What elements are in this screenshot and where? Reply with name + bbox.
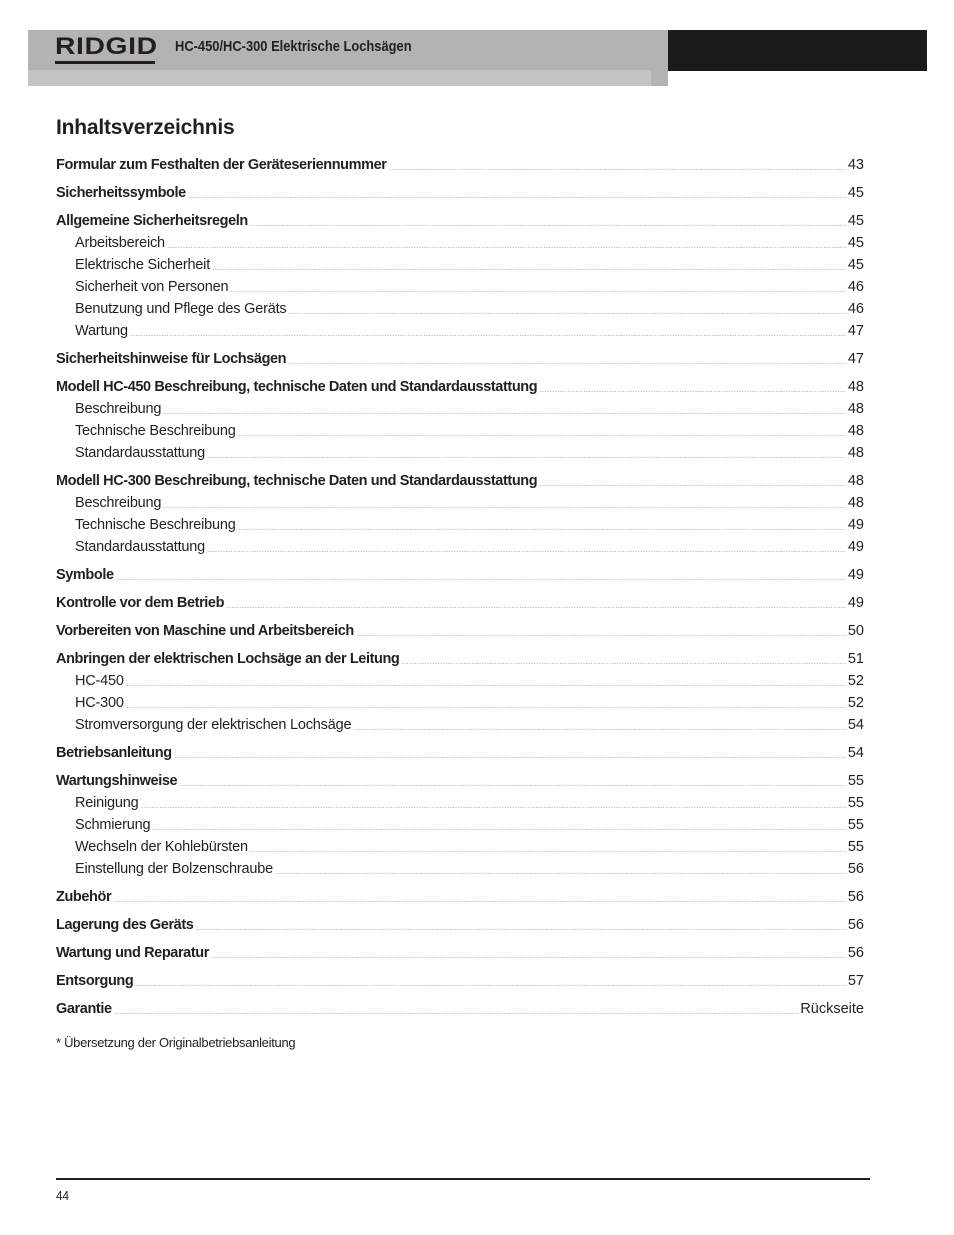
- dot-leader: [152, 829, 845, 830]
- toc-entry-page: 49: [847, 567, 864, 583]
- dot-leader: [188, 197, 846, 198]
- toc-entry-page: 55: [847, 795, 864, 811]
- toc-entry-page: Rückseite: [800, 1001, 864, 1017]
- dot-leader: [135, 985, 846, 986]
- toc-entry-title: Wartung und Reparatur: [56, 945, 209, 961]
- document-title: HC-450/HC-300 Elektrische Lochsägen: [175, 38, 412, 55]
- toc-entry-title: Wechseln der Kohlebürsten: [75, 839, 248, 855]
- logo-underline: [55, 61, 155, 64]
- toc-entry[interactable]: [56, 648, 864, 670]
- dot-leader: [163, 507, 846, 508]
- toc-entry-title: Allgemeine Sicherheitsregeln: [56, 213, 248, 229]
- toc-heading: Inhaltsverzeichnis: [56, 116, 235, 139]
- dot-leader: [126, 685, 846, 686]
- dot-leader: [353, 729, 846, 730]
- dot-leader: [113, 901, 846, 902]
- dot-leader: [389, 169, 846, 170]
- toc-entry-page: 47: [847, 323, 864, 339]
- toc-entry-page: 49: [847, 517, 864, 533]
- toc-entry[interactable]: [56, 886, 864, 908]
- toc-entry-title: Reinigung: [75, 795, 139, 811]
- toc-entry[interactable]: [56, 620, 864, 642]
- toc-subentry[interactable]: [56, 858, 864, 880]
- toc-entry-title: Beschreibung: [75, 401, 162, 417]
- toc-entry-page: 45: [847, 213, 864, 229]
- toc-entry[interactable]: [56, 182, 864, 204]
- toc-subentry[interactable]: [56, 836, 864, 858]
- dot-leader: [230, 291, 845, 292]
- dot-leader: [116, 579, 846, 580]
- toc-entry-title: Modell HC-300 Beschreibung, technische Daten und Standardausstattung: [56, 473, 538, 489]
- toc-entry-title: Betriebsanleitung: [56, 745, 172, 761]
- toc-entry-title: Standardausstattung: [75, 445, 206, 461]
- dot-leader: [211, 957, 846, 958]
- toc-subentry[interactable]: [56, 398, 864, 420]
- toc-entry-title: Vorbereiten von Maschine und Arbeitsbereich: [56, 623, 354, 639]
- toc-entry-title: Zubehör: [56, 889, 112, 905]
- toc-entry-title: Symbole: [56, 567, 114, 583]
- toc-subentry[interactable]: [56, 276, 864, 298]
- toc-entry-page: 46: [847, 279, 864, 295]
- dot-leader: [174, 757, 846, 758]
- toc-entry-page: 56: [847, 917, 864, 933]
- dot-leader: [250, 225, 846, 226]
- toc-entry-title: Schmierung: [75, 817, 151, 833]
- dot-leader: [207, 457, 846, 458]
- toc-entry-title: Kontrolle vor dem Betrieb: [56, 595, 225, 611]
- dot-leader: [238, 435, 846, 436]
- toc-entry-title: Technische Beschreibung: [75, 517, 236, 533]
- toc-entry-title: Beschreibung: [75, 495, 162, 511]
- dot-leader: [167, 247, 846, 248]
- toc-subentry[interactable]: [56, 536, 864, 558]
- toc-entry-page: 49: [847, 595, 864, 611]
- toc-entry-page: 52: [847, 695, 864, 711]
- toc-subentry[interactable]: [56, 692, 864, 714]
- toc-entry-page: 48: [847, 379, 864, 395]
- toc-entry-title: Standardausstattung: [75, 539, 206, 555]
- toc-entry-page: 48: [847, 445, 864, 461]
- dot-leader: [212, 269, 846, 270]
- toc-entry-title: Arbeitsbereich: [75, 235, 165, 251]
- toc-entry-page: 43: [847, 157, 864, 173]
- ridgid-logo: [55, 32, 158, 64]
- dot-leader: [539, 485, 846, 486]
- toc-entry-title: HC-450: [75, 673, 124, 689]
- toc-entry-page: 50: [847, 623, 864, 639]
- toc-entry-page: 48: [847, 495, 864, 511]
- dot-leader: [130, 335, 846, 336]
- toc-entry-page: 48: [847, 423, 864, 439]
- toc-entry-page: 56: [847, 945, 864, 961]
- toc-entry[interactable]: [56, 770, 864, 792]
- toc-entry[interactable]: [56, 998, 864, 1020]
- dot-leader: [114, 1013, 799, 1014]
- dot-leader: [238, 529, 846, 530]
- toc-entry-page: 52: [847, 673, 864, 689]
- dot-leader: [179, 785, 846, 786]
- page-number: 44: [56, 1188, 70, 1203]
- toc-entry-page: 45: [847, 185, 864, 201]
- dot-leader: [288, 363, 846, 364]
- dot-leader: [275, 873, 846, 874]
- toc-subentry[interactable]: [56, 814, 864, 836]
- toc-entry-title: Sicherheitshinweise für Lochsägen: [56, 351, 287, 367]
- toc-entry-title: Sicherheit von Personen: [75, 279, 229, 295]
- toc-entry-page: 55: [847, 817, 864, 833]
- dot-leader: [356, 635, 846, 636]
- toc-subentry[interactable]: [56, 514, 864, 536]
- translation-footnote: * Übersetzung der Originalbetriebsanleitung: [56, 1035, 296, 1050]
- dot-leader: [250, 851, 846, 852]
- toc-entry-title: Entsorgung: [56, 973, 134, 989]
- toc-subentry[interactable]: [56, 254, 864, 276]
- toc-entry-page: 47: [847, 351, 864, 367]
- toc-entry-page: 54: [847, 717, 864, 733]
- toc-entry[interactable]: [56, 210, 864, 232]
- toc-entry[interactable]: [56, 470, 864, 492]
- toc-entry[interactable]: [56, 564, 864, 586]
- logo-text: RIDGID: [55, 32, 158, 60]
- toc-entry-page: 55: [847, 839, 864, 855]
- header-notch: [651, 70, 668, 86]
- toc-entry-title: Modell HC-450 Beschreibung, technische Daten und Standardausstattung: [56, 379, 538, 395]
- toc-list: [56, 154, 864, 1020]
- toc-entry-page: 56: [847, 889, 864, 905]
- toc-subentry[interactable]: [56, 792, 864, 814]
- toc-entry[interactable]: [56, 154, 864, 176]
- toc-entry-title: Benutzung und Pflege des Geräts: [75, 301, 287, 317]
- toc-entry[interactable]: [56, 376, 864, 398]
- toc-entry-page: 56: [847, 861, 864, 877]
- toc-entry-title: Einstellung der Bolzenschraube: [75, 861, 273, 877]
- toc-subentry[interactable]: [56, 714, 864, 736]
- toc-subentry[interactable]: [56, 298, 864, 320]
- toc-entry[interactable]: [56, 914, 864, 936]
- toc-entry-page: 48: [847, 473, 864, 489]
- toc-subentry[interactable]: [56, 232, 864, 254]
- header-black-block: [668, 30, 927, 71]
- dot-leader: [226, 607, 846, 608]
- toc-entry-title: HC-300: [75, 695, 124, 711]
- toc-entry-page: 54: [847, 745, 864, 761]
- toc-entry-title: Wartung: [75, 323, 128, 339]
- toc-entry-page: 49: [847, 539, 864, 555]
- toc-entry-page: 48: [847, 401, 864, 417]
- dot-leader: [207, 551, 846, 552]
- toc-entry-page: 55: [847, 773, 864, 789]
- dot-leader: [539, 391, 846, 392]
- toc-subentry[interactable]: [56, 442, 864, 464]
- dot-leader: [195, 929, 845, 930]
- toc-entry-page: 45: [847, 257, 864, 273]
- toc-subentry[interactable]: [56, 320, 864, 342]
- toc-entry-page: 57: [847, 973, 864, 989]
- dot-leader: [141, 807, 846, 808]
- toc-entry[interactable]: [56, 942, 864, 964]
- toc-entry-title: Lagerung des Geräts: [56, 917, 194, 933]
- toc-entry-title: Stromversorgung der elektrischen Lochsäge: [75, 717, 352, 733]
- toc-entry-page: 45: [847, 235, 864, 251]
- toc-entry-title: Anbringen der elektrischen Lochsäge an der Leitung: [56, 651, 400, 667]
- toc-subentry[interactable]: [56, 492, 864, 514]
- toc-entry-title: Elektrische Sicherheit: [75, 257, 211, 273]
- toc-entry-title: Garantie: [56, 1001, 112, 1017]
- toc-entry-title: Technische Beschreibung: [75, 423, 236, 439]
- dot-leader: [163, 413, 846, 414]
- dot-leader: [401, 663, 845, 664]
- toc-entry-title: Sicherheitssymbole: [56, 185, 186, 201]
- toc-entry[interactable]: [56, 592, 864, 614]
- toc-subentry[interactable]: [56, 670, 864, 692]
- toc-entry-page: 46: [847, 301, 864, 317]
- header-shadow: [28, 70, 668, 86]
- toc-entry[interactable]: [56, 348, 864, 370]
- toc-entry-title: Formular zum Festhalten der Geräteseriennummer: [56, 157, 387, 173]
- dot-leader: [126, 707, 846, 708]
- toc-entry-page: 51: [847, 651, 864, 667]
- toc-entry-title: Wartungshinweise: [56, 773, 178, 789]
- footer-rule: [56, 1178, 870, 1180]
- toc-entry[interactable]: [56, 970, 864, 992]
- dot-leader: [288, 313, 845, 314]
- toc-entry[interactable]: [56, 742, 864, 764]
- toc-subentry[interactable]: [56, 420, 864, 442]
